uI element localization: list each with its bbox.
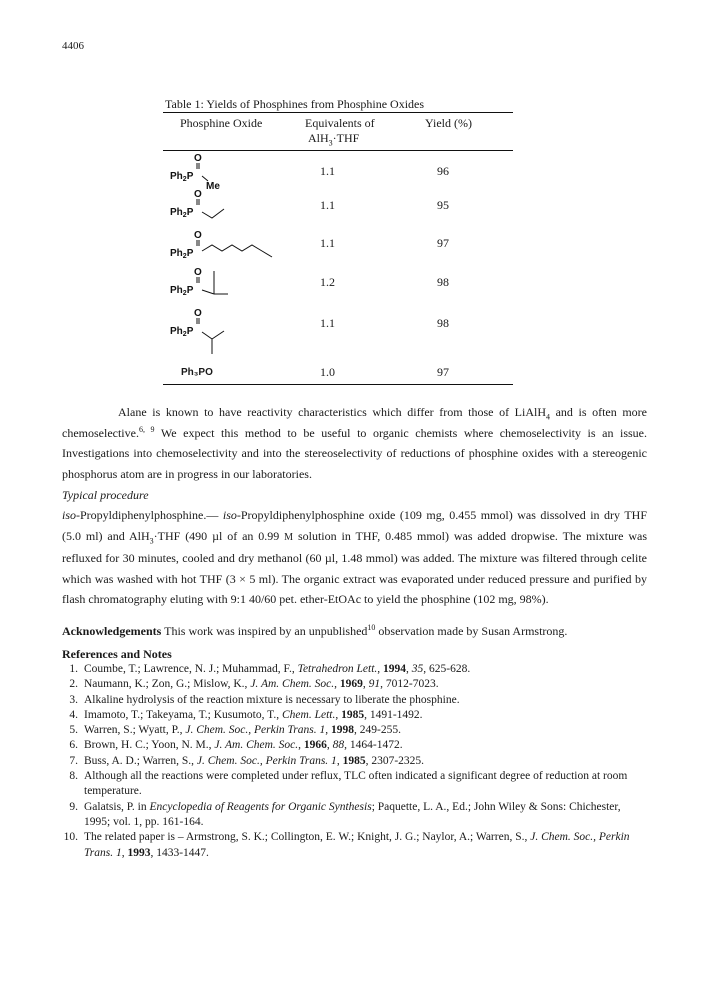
procedure-heading: Typical procedure <box>62 488 149 502</box>
svg-text:O: O <box>194 230 202 241</box>
reference-item: 6. Brown, H. C.; Yoon, N. M., J. Am. Chem. Soc., 1966, 88, 1464-1472. <box>62 738 642 753</box>
references-heading: References and Notes <box>62 647 172 661</box>
reference-number: 5. <box>69 724 78 737</box>
svg-text:Ph2P: $Ph_2P$ <box>170 285 194 297</box>
reference-item: 3. Alkaline hydrolysis of the reaction mixture is necessary to liberate the phosphine. <box>62 693 642 708</box>
svg-text:Ph2P: $Ph_2P$ <box>170 248 194 260</box>
reference-item: 8. Although all the reactions were completed under reflux, TLC often indicated a significant degree of reduction at room temperature. <box>62 769 642 800</box>
row3-equivalents: 1.1 <box>320 236 335 250</box>
row4-yield: 98 <box>437 275 449 289</box>
svg-text:Ph2P: $Ph_2P$ <box>170 207 194 219</box>
svg-text:Ph2P: $Ph_2P$ <box>170 326 194 338</box>
table-header-rule <box>163 150 513 151</box>
svg-text:O: O <box>194 189 202 200</box>
structure-secbutyl-oxide <box>168 304 258 361</box>
header-equivalents-line1: Equivalents of <box>305 116 375 130</box>
row3-yield: 97 <box>437 236 449 250</box>
reference-number: 10. <box>63 831 78 844</box>
procedure-paragraph: iso-Propyldiphenylphosphine.— iso-Propyldiphenylphosphine oxide (109 mg, 0.455 mmol) was dissolved in dry THF (5.0 ml) and AlH$_3$·THF (490 µl of an 0.99 M solution in THF, 0.485 mmol) was added dropwise. The mixture was refluxed for 30 minutes, cooled and dry methanol (60 µl, 1.48 mmol) was added. The mixture was filtered through celite which was washed with hot THF (3 × 5 ml). The organic extract was evaporated under reduced pressure and purified by flash chromatography eluting with 9:1 40/60 pet. ether-EtOAc to yield the phosphine (102 mg, 98%). <box>62 508 648 606</box>
svg-text:O: O <box>194 267 202 278</box>
reference-item: 1. Coumbe, T.; Lawrence, N. J.; Muhammad, F., Tetrahedron Lett., 1994, 35, 625-628. <box>62 662 642 677</box>
structure-triphenylphosphine-oxide: Ph₃PO <box>181 367 213 378</box>
reference-number: 1. <box>69 663 78 675</box>
structure-isopropyl-oxide <box>168 263 258 308</box>
reference-number: 7. <box>69 754 78 767</box>
header-phosphine-oxide: Phosphine Oxide <box>180 116 263 130</box>
reference-item: 2. Naumann, K.; Zon, G.; Mislow, K., J. Am. Chem. Soc., 1969, 91, 7012-7023. <box>62 677 642 692</box>
svg-text:O: O <box>194 153 202 164</box>
reference-number: 8. <box>69 770 78 783</box>
row2-equivalents: 1.1 <box>320 198 335 212</box>
page-number: 4406 <box>62 40 84 52</box>
reference-number: 4. <box>69 708 78 721</box>
reference-item: 9. Galatsis, P. in Encyclopedia of Reagents for Organic Synthesis; Paquette, L. A., Ed.; John Wiley & Sons: Chichester, 1995; vol. 1, pp. 161-164. <box>62 800 642 831</box>
svg-text:Ph2P: $Ph_2P$ <box>170 171 194 183</box>
row1-yield: 96 <box>437 164 449 178</box>
references-list <box>62 662 642 861</box>
reference-item: 5. Warren, S.; Wyatt, P., J. Chem. Soc., Perkin Trans. 1, 1998, 249-255. <box>62 723 642 738</box>
reference-item: 10. The related paper is – Armstrong, S. K.; Collington, E. W.; Knight, J. G.; Naylor, A.; Warren, S., J. Chem. Soc., Perkin Trans. 1, 1993, 1433-1447. <box>63 831 630 859</box>
row6-yield: 97 <box>437 365 449 379</box>
structure-ethyl-oxide <box>168 188 248 229</box>
reference-number: 9. <box>69 800 78 813</box>
row5-equivalents: 1.1 <box>320 316 335 330</box>
table-title: Table 1: Yields of Phosphines from Phosphine Oxides <box>165 97 425 111</box>
discussion-paragraph: Alane is known to have reactivity characteristics which differ from those of LiAlH$_4$ and is often more chemoselective.$^{6, 9}$ We expect this method to be useful to organic chemists where chemoselectivity is an issue. Investigations into chemoselectivity and into the stereoselectivity of reductions of phosphine oxides with a stereogenic phosphorus atom are in progress in our laboratories. <box>62 405 647 481</box>
header-equivalents-line2: AlH$_3$·THF <box>308 131 360 148</box>
reference-number: 6. <box>69 739 78 752</box>
header-yield: Yield (%) <box>425 116 472 130</box>
table-bottom-rule <box>163 384 513 385</box>
reference-number: 3. <box>69 693 78 706</box>
row1-equivalents: 1.1 <box>320 164 335 178</box>
row4-equivalents: 1.2 <box>320 275 335 289</box>
reference-number: 2. <box>69 678 78 691</box>
row5-yield: 98 <box>437 316 449 330</box>
table-top-rule <box>163 112 513 113</box>
row2-yield: 95 <box>437 198 449 212</box>
row6-equivalents: 1.0 <box>320 365 335 379</box>
reference-item: 4. Imamoto, T.; Takeyama, T.; Kusumoto, T., Chem. Lett., 1985, 1491-1492. <box>62 708 642 723</box>
acknowledgements: Acknowledgements This work was inspired by an unpublished$^{10}$ observation made by Susan Armstrong. <box>62 623 568 638</box>
svg-text:O: O <box>194 308 202 319</box>
svg-text:Me: Me <box>206 181 220 192</box>
reference-item: 7. Buss, A. D.; Warren, S., J. Chem. Soc., Perkin Trans. 1, 1985, 2307-2325. <box>62 754 642 769</box>
